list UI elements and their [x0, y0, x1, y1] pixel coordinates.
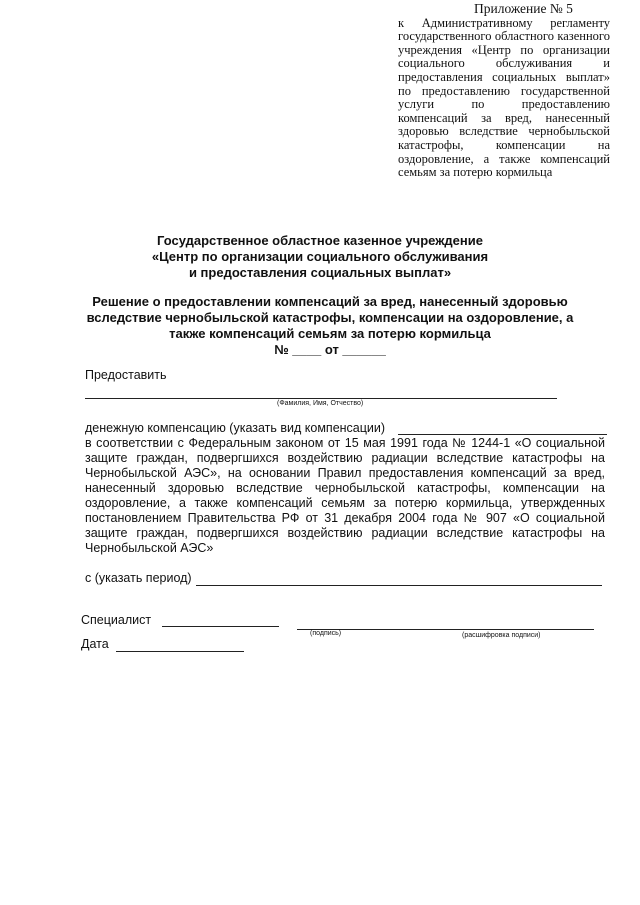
decision-title — [80, 294, 580, 342]
legal-basis-text: в соответствии с Федеральным законом от 15 мая 1991 года № 1244-1 «О социальной защите граждан, подвергшихся воздействию радиации вследствие катастрофы на Чернобыльской АЭС», на основании Правил предоставления компенсаций за вред, нанесенный здоровью вследствие чернобыльской катастрофы, компенсации на оздоровление, а также компенсаций семьям за потерю кормильца, утвержденных постановлением Правительства РФ от 31 декабря 2004 года № 907 «О социальной защите граждан, подвергшихся воздействию радиации вследствие катастрофы на Чернобыльской АЭС» — [85, 436, 605, 555]
organization-line-1: Государственное областное казенное учреждение — [156, 233, 483, 248]
compensation-type-line[interactable] — [398, 434, 607, 435]
decoding-caption: (расшифровка подписи) — [462, 632, 541, 639]
specialist-name-line[interactable] — [162, 626, 279, 627]
appendix-text: к Административному регламенту государственного областного казенного учреждения «Центр по организации социального обслуживания и предоставления социальных выплат» по предоставлению государственной услуги по предоставлению компенсаций за вред, нанесенный здоровью вследствие чернобыльской катастрофы, компенсации на оздоровление, а также компенсаций семьям за потерю кормильца — [398, 15, 610, 180]
organization-name — [110, 233, 530, 281]
fio-caption: (Фамилия, Имя, Отчество) — [277, 400, 364, 407]
signature-line[interactable] — [297, 629, 594, 630]
compensation-type-label: денежную компенсацию (указать вид компенсации) — [85, 421, 386, 435]
appendix-title: Приложение № 5 — [474, 1, 573, 16]
period-line[interactable] — [196, 585, 602, 586]
specialist-label: Специалист — [81, 613, 152, 627]
organization-line-2: «Центр по организации социального обслуживания — [151, 249, 489, 264]
organization-line-3: и предоставления социальных выплат» — [188, 265, 452, 280]
decision-number-date: № ____ от ______ — [274, 342, 386, 357]
decision-title-line-2: вследствие чернобыльской катастрофы, компенсации на оздоровление, а — [86, 310, 574, 325]
period-label: с (указать период) — [85, 571, 192, 585]
date-label: Дата — [81, 637, 109, 651]
provide-label: Предоставить — [85, 368, 167, 382]
date-line[interactable] — [116, 651, 244, 652]
signature-caption: (подпись) — [310, 630, 342, 637]
decision-title-line-3: также компенсаций семьям за потерю кормильца — [169, 326, 491, 341]
decision-title-line-1: Решение о предоставлении компенсаций за вред, нанесенный здоровью — [92, 294, 568, 309]
fio-line[interactable] — [85, 398, 557, 399]
appendix-block — [398, 2, 610, 180]
